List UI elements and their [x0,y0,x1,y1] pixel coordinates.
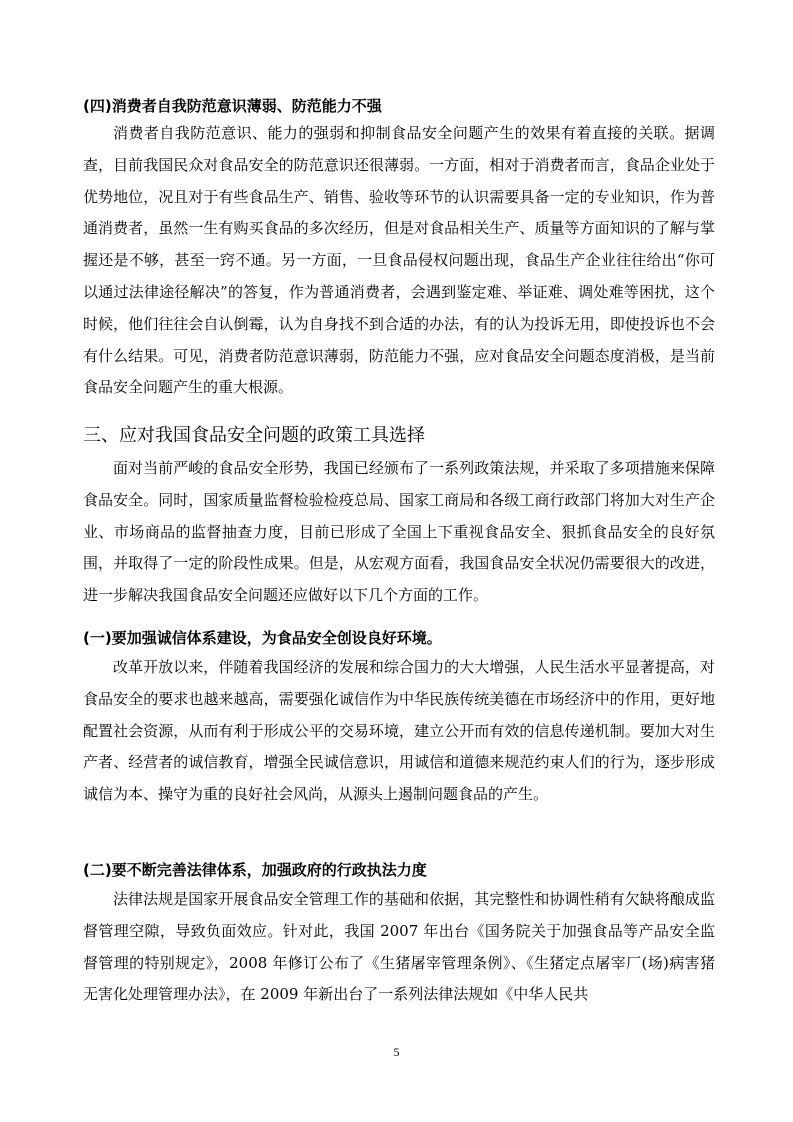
section-heading-1: (一)要加强诚信体系建设，为食品安全创设良好环境。 [83,629,442,647]
paragraph-consumer-awareness: 消费者自我防范意识、能力的强弱和抑制食品安全问题产生的效果有着直接的关联。据调查，目前我国民众对食品安全的防范意识还很薄弱。一方面，相对于消费者而言，食品企业处于优势地位，况且对于有些食品生产、销售、验收等环节的认识需要具备一定的专业知识，作为普通消费者，虽然一生有购买食品的多次经历，但是对食品相关生产、质量等方面知识的了解与掌握还是不够，甚至一窍不通。另一方面，一旦食品侵权问题出现，食品生产企业往往给出“你可以通过法律途径解决”的答复，作为普通消费者，会遇到鉴定难、举证难、调处难等困扰，这个时候，他们往往会自认倒霉，认为自身找不到合适的办法，有的认为投诉无用，即使投诉也不会有什么结果。可见，消费者防范意识薄弱，防范能力不强，应对食品安全问题态度消极，是当前食品安全问题产生的重大根源。 [83,124,715,397]
section-heading-4: (四)消费者自我防范意识薄弱、防范能力不强 [83,97,382,115]
page-number: 5 [393,1045,400,1059]
paragraph-integrity-system: 改革开放以来，伴随着我国经济的发展和综合国力的大大增强，人民生活水平显著提高，对食品安全的要求也越来越高，需要强化诚信作为中华民族传统美德在市场经济中的作用，更好地配置社会资源，从而有利于形成公平的交易环境，建立公开而有效的信息传递机制。要加大对生产者、经营者的诚信教育，增强全民诚信意识，用诚信和道德来规范约束人们的行为，逐步形成诚信为本、操守为重的良好社会风尚，从源头上遏制问题食品的产生。 [83,658,715,804]
chapter-heading-3: 三、应对我国食品安全问题的政策工具选择 [83,425,425,446]
paragraph-policy-intro: 面对当前严峻的食品安全形势，我国已经颁布了一系列政策法规，并采取了多项措施来保障食品安全。同时，国家质量监督检验检疫总局、国家工商局和各级工商行政部门将加大对生产企业、市场商品的监督抽查力度，目前已形成了全国上下重视食品安全、狠抓食品安全的良好氛围，并取得了一定的阶段性成果。但是，从宏观方面看，我国食品安全状况仍需要很大的改进，进一步解决我国食品安全问题还应做好以下几个方面的工作。 [83,459,715,605]
section-heading-2: (二)要不断完善法律体系，加强政府的行政执法力度 [83,861,427,879]
paragraph-legal-system: 法律法规是国家开展食品安全管理工作的基础和依据，其完整性和协调性稍有欠缺将酿成监督管理空隙，导致负面效应。针对此，我国 2007 年出台《国务院关于加强食品等产品安全监督管理的特别规定》，2008 年修订公布了《生猪屠宰管理条例》、《生猪定点屠宰厂(场)病害猪无害化处理管理办法》，在 2009 年新出台了一系列法律法规如《中华人民共 [83,890,715,1004]
